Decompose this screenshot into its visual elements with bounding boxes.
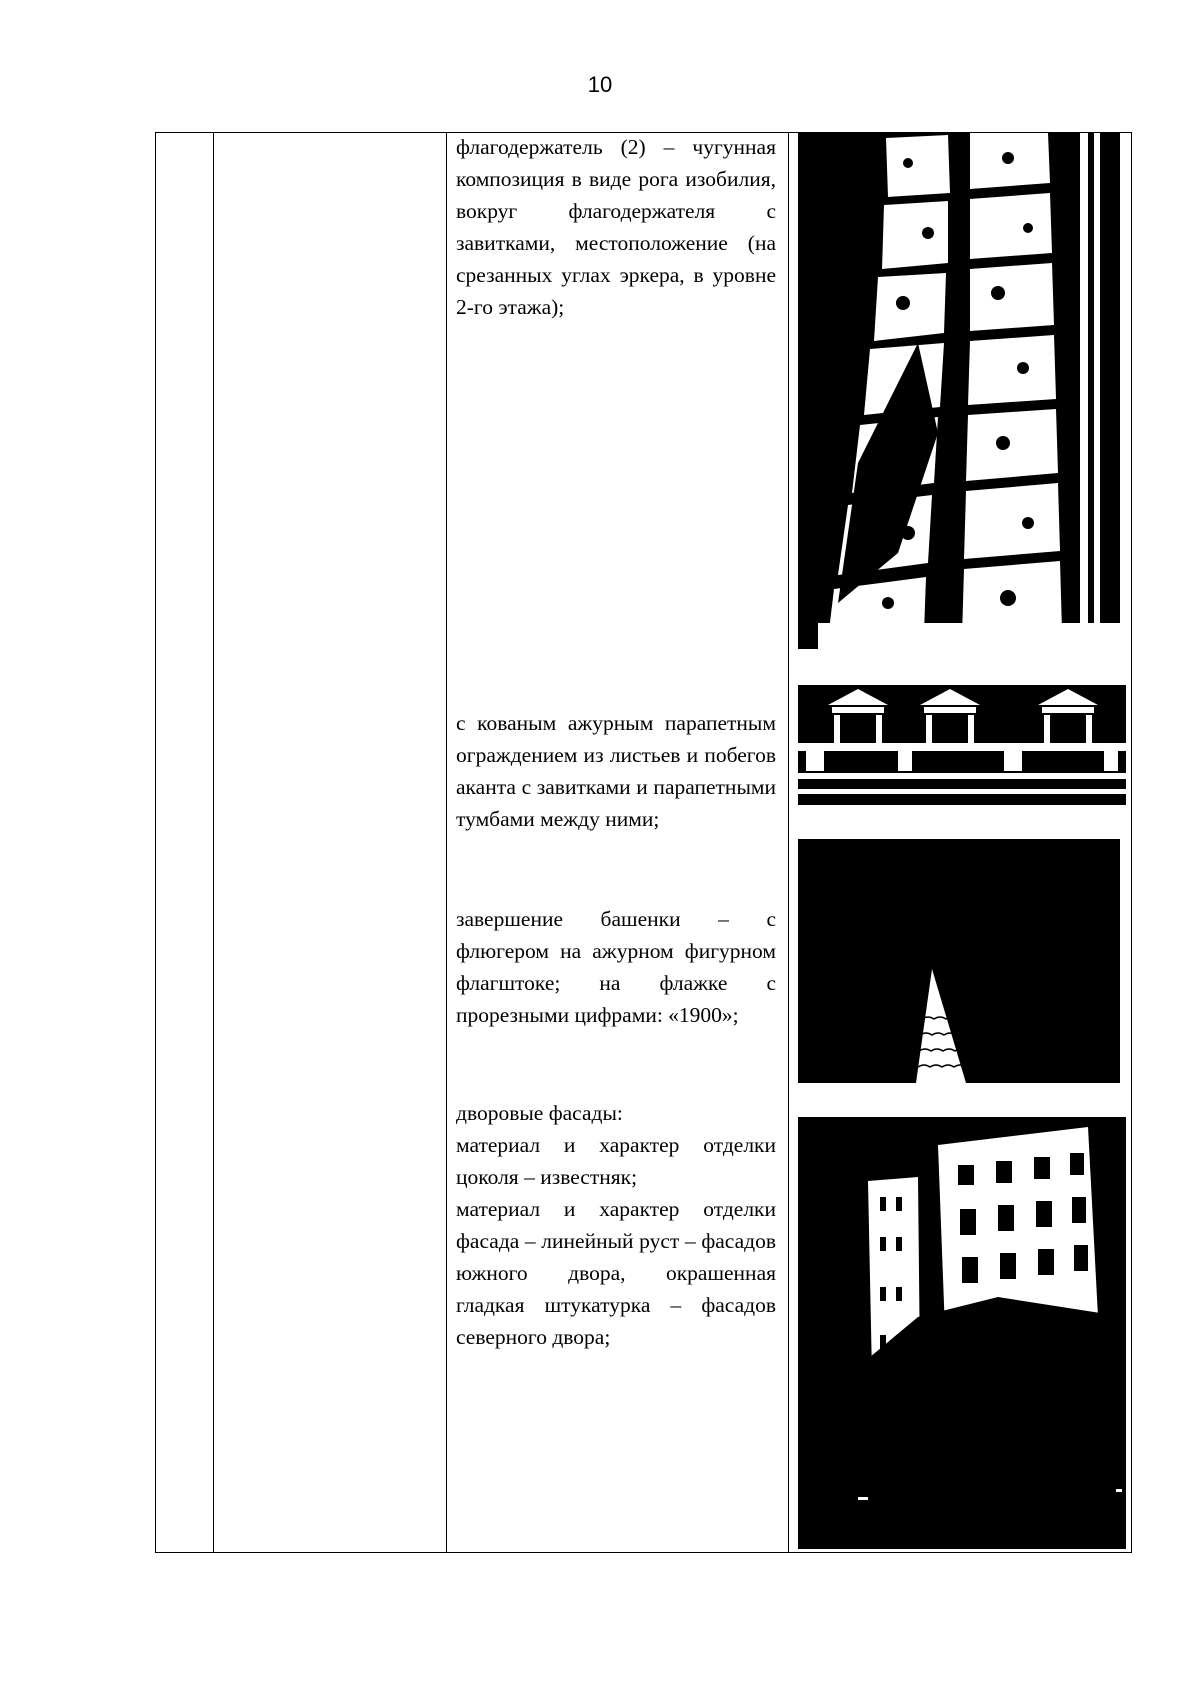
column-divider-1	[213, 133, 214, 1552]
text-courtyard	[456, 1097, 776, 1353]
page-number: 10	[587, 72, 613, 97]
photo-parapet	[798, 685, 1126, 805]
photo-courtyard	[798, 1117, 1126, 1549]
document-table	[155, 132, 1132, 1553]
parapet-graphic	[798, 685, 1126, 805]
paragraph: флагодержатель (2) – чугунная композиция в виде рога изобилия, вокруг флагодержателя с завитками, местоположение (на срезанных углах эркера, в уровне 2-го этажа);	[456, 135, 776, 319]
photo-flag-holder	[798, 133, 1120, 649]
text-turret	[456, 903, 776, 1031]
text-parapet	[456, 707, 776, 835]
paragraph: с кованым ажурным парапетным ограждением из листьев и побегов аканта с завитками и парапетными тумбами между ними;	[456, 711, 776, 831]
courtyard-graphic	[798, 1117, 1126, 1549]
photo-turret	[798, 839, 1120, 1083]
paragraph: материал и характер отделки фасада – линейный руст – фасадов южного двора, окрашенная гладкая штукатурка – фасадов северного двора;	[456, 1197, 776, 1349]
paragraph: дворовые фасады:	[456, 1101, 623, 1125]
turret-spire-graphic	[798, 839, 1120, 1083]
stone-wall-graphic	[798, 133, 1120, 649]
paragraph: завершение башенки – с флюгером на ажурном фигурном флагштоке; на флажке с прорезными цифрами: «1900»;	[456, 907, 776, 1027]
paragraph: материал и характер отделки цоколя – известняк;	[456, 1133, 776, 1189]
text-flag-holder	[456, 131, 776, 323]
column-divider-2	[446, 133, 447, 1552]
column-divider-3	[788, 133, 789, 1552]
